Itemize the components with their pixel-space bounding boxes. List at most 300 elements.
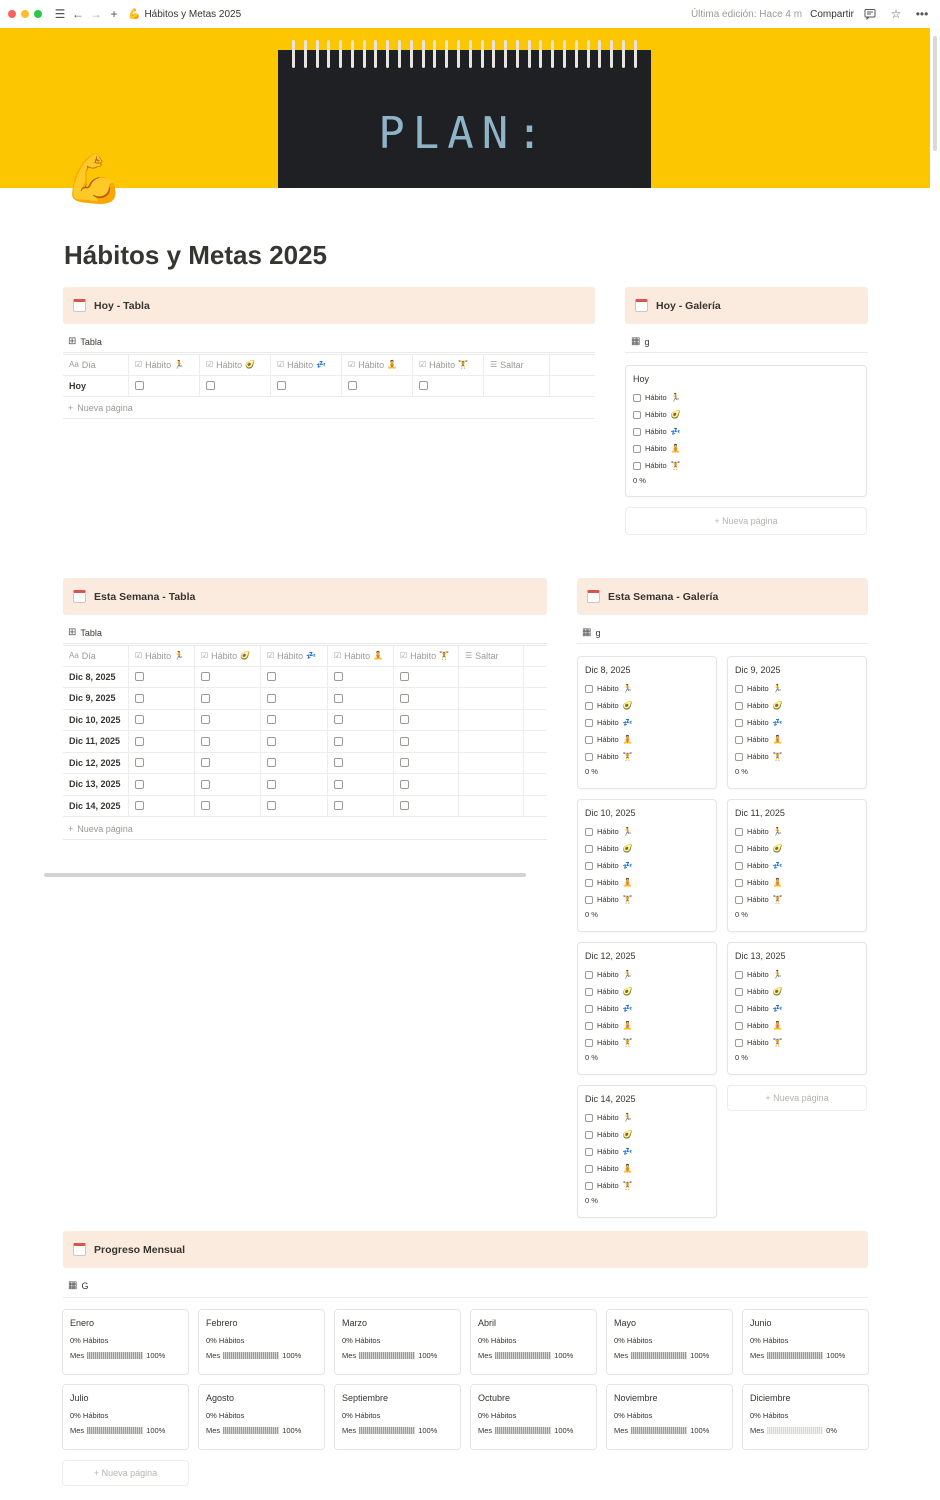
arrow-left-icon[interactable]: ← [72,7,84,21]
habit-checkbox[interactable] [585,971,593,979]
hoy-tabla-new-page[interactable] [68,403,133,413]
star-icon[interactable]: ☆ [890,7,902,21]
habit-checkbox[interactable] [334,758,343,767]
habit-item[interactable] [735,731,859,748]
habit-glyph-icon: 🥑 [240,651,251,661]
habit-item[interactable] [633,457,859,474]
habit-item[interactable] [585,731,709,748]
habit-cell[interactable] [129,376,200,397]
habit-item[interactable] [735,1017,859,1034]
habit-checkbox[interactable] [267,737,276,746]
habit-checkbox[interactable] [334,694,343,703]
habit-checkbox[interactable] [400,780,409,789]
habit-checkbox[interactable] [585,1005,593,1013]
habit-cell[interactable] [328,667,394,688]
progreso-title: Progreso Mensual [94,1243,186,1256]
table-row[interactable] [63,710,547,732]
habit-checkbox[interactable] [135,694,144,703]
habit-cell[interactable] [394,774,459,795]
habit-checkbox[interactable] [735,879,743,887]
habit-label: Hábito [597,701,619,710]
habit-checkbox[interactable] [585,719,593,727]
habit-label: Hábito [747,684,769,693]
habit-checkbox[interactable] [419,381,428,390]
table-row[interactable] [63,774,547,796]
month-progress-bar [495,1427,551,1434]
column-header[interactable] [63,355,129,375]
habit-item[interactable] [735,983,859,1000]
habit-checkbox[interactable] [135,801,144,810]
column-header[interactable] [63,646,129,666]
habit-checkbox[interactable] [135,715,144,724]
habit-cell[interactable] [484,376,550,397]
month-card[interactable] [198,1384,325,1450]
habit-cell[interactable] [129,688,195,709]
habit-label: Hábito [597,1004,619,1013]
spiral-ring [457,40,460,68]
column-header[interactable] [200,355,271,375]
habit-checkbox[interactable] [348,381,357,390]
habit-checkbox[interactable] [735,1005,743,1013]
hoy-tabla-view-tab[interactable] [68,336,102,347]
habit-cell[interactable] [129,731,195,752]
habit-checkbox[interactable] [277,381,286,390]
month-card[interactable] [334,1384,461,1450]
card-title: Dic 11, 2025 [735,808,785,818]
month-name: Diciembre [750,1393,791,1403]
habit-checkbox[interactable] [201,780,210,789]
semana-tabla-view-tab[interactable] [68,627,102,638]
column-header[interactable] [195,646,261,666]
habit-cell[interactable] [459,774,524,795]
habit-cell[interactable] [394,710,459,731]
habit-checkbox[interactable] [735,845,743,853]
habit-checkbox[interactable] [206,381,215,390]
column-header[interactable] [484,355,550,375]
column-header-label: Hábito [358,359,385,370]
habit-checkbox[interactable] [400,672,409,681]
habit-cell[interactable] [129,710,195,731]
habit-item[interactable] [585,983,709,1000]
habit-item[interactable] [585,891,709,908]
habit-checkbox[interactable] [334,715,343,724]
column-header-label: Hábito [410,650,437,661]
progreso-view-tab[interactable] [68,1280,88,1291]
habit-glyph-icon: 🏃 [622,827,633,836]
habit-item[interactable] [585,874,709,891]
habit-checkbox[interactable] [400,715,409,724]
habit-checkbox[interactable] [201,758,210,767]
semana-tabla-title: Esta Semana - Tabla [94,590,196,603]
habit-cell[interactable] [129,774,195,795]
habit-cell[interactable] [328,753,394,774]
column-header[interactable] [328,646,394,666]
day-cell[interactable]: Dic 12, 2025 [63,753,129,774]
habit-item[interactable] [735,714,859,731]
habit-item[interactable] [585,697,709,714]
row-filler [524,753,547,774]
table-row[interactable] [63,753,547,775]
column-header-label: Hábito [429,359,456,370]
gallery-card[interactable] [625,365,867,497]
habit-checkbox[interactable] [735,753,743,761]
habit-cell[interactable] [195,688,261,709]
habit-checkbox[interactable] [585,1182,593,1190]
habit-cell[interactable] [394,667,459,688]
cover-image [0,28,930,188]
habit-cell[interactable] [261,667,328,688]
new-page-label: Nueva página [722,516,778,526]
habit-item[interactable] [585,840,709,857]
habit-cell[interactable] [394,731,459,752]
habit-checkbox[interactable] [201,737,210,746]
habit-item[interactable] [585,823,709,840]
gallery-icon: ▦ [582,627,592,638]
column-header[interactable] [271,355,342,375]
habit-cell[interactable] [129,667,195,688]
habit-checkbox[interactable] [585,702,593,710]
habit-cell[interactable] [261,753,328,774]
habit-glyph-icon: 🏋 [622,752,633,761]
spiral-ring [481,40,484,68]
habit-item[interactable] [735,748,859,765]
habit-glyph-icon: 💤 [622,718,633,727]
habit-item[interactable] [585,1034,709,1051]
habit-cell[interactable] [195,796,261,817]
day-cell[interactable]: Dic 14, 2025 [63,796,129,817]
habit-item[interactable] [633,389,859,406]
habit-checkbox[interactable] [735,971,743,979]
habit-checkbox[interactable] [267,801,276,810]
habit-item[interactable] [735,857,859,874]
habit-checkbox[interactable] [735,988,743,996]
habit-checkbox[interactable] [585,1165,593,1173]
text-property-icon: Aa [69,360,79,370]
column-header-label: Hábito [145,650,172,661]
habit-checkbox[interactable] [334,737,343,746]
month-progress-percent: 100% [554,1351,574,1360]
habit-checkbox[interactable] [135,758,144,767]
habit-checkbox[interactable] [334,780,343,789]
habit-checkbox[interactable] [267,780,276,789]
habit-cell[interactable] [459,796,524,817]
habit-checkbox[interactable] [585,1131,593,1139]
habit-cell[interactable] [394,753,459,774]
column-header[interactable] [459,646,524,666]
column-header[interactable] [261,646,328,666]
habit-checkbox[interactable] [735,1022,743,1030]
habit-checkbox[interactable] [400,737,409,746]
habit-checkbox[interactable] [267,715,276,724]
habit-cell[interactable] [394,688,459,709]
day-cell[interactable]: Dic 8, 2025 [63,667,129,688]
horizontal-scrollbar[interactable] [44,873,526,877]
hoy-galeria-view-tab[interactable] [631,336,649,347]
month-progress-percent: 100% [690,1351,710,1360]
month-progress-bar [767,1427,823,1434]
habit-item[interactable] [735,966,859,983]
habit-cell[interactable] [328,688,394,709]
habit-item[interactable] [585,1017,709,1034]
habit-cell[interactable] [195,710,261,731]
habit-item[interactable] [585,748,709,765]
habit-checkbox[interactable] [135,737,144,746]
habit-checkbox[interactable] [735,736,743,744]
gallery-card[interactable] [727,799,867,932]
habit-item[interactable] [735,840,859,857]
habit-label: Hábito [747,752,769,761]
hoy-table [63,354,595,397]
month-progress-label: Mes [70,1351,85,1360]
habit-checkbox[interactable] [585,879,593,887]
habit-cell[interactable] [195,667,261,688]
habit-cell[interactable] [394,796,459,817]
habit-cell[interactable] [413,376,484,397]
habit-checkbox[interactable] [585,845,593,853]
habit-checkbox[interactable] [585,1114,593,1122]
habit-checkbox[interactable] [267,758,276,767]
gallery-card[interactable] [577,942,717,1075]
habit-checkbox[interactable] [585,988,593,996]
habit-checkbox[interactable] [135,780,144,789]
day-cell[interactable]: Hoy [63,376,129,397]
maximize-window-button[interactable] [34,10,42,18]
habit-checkbox[interactable] [585,685,593,693]
habit-checkbox[interactable] [400,801,409,810]
month-card[interactable] [606,1309,733,1375]
habit-checkbox[interactable] [585,1039,593,1047]
habit-cell[interactable] [342,376,413,397]
habit-checkbox[interactable] [400,758,409,767]
page-title[interactable]: Hábitos y Metas 2025 [64,240,328,270]
habit-item[interactable] [633,423,859,440]
day-cell[interactable]: Dic 13, 2025 [63,774,129,795]
habit-checkbox[interactable] [585,1148,593,1156]
progreso-new-page[interactable] [62,1460,189,1486]
habit-item[interactable] [585,857,709,874]
habit-item[interactable] [585,1143,709,1160]
habit-glyph-icon: 🧘 [373,651,384,661]
vertical-scrollbar[interactable] [933,36,937,151]
table-row[interactable] [63,376,595,398]
habit-checkbox[interactable] [267,672,276,681]
menu-icon[interactable]: ☰ [54,7,66,21]
month-card[interactable] [742,1309,869,1375]
habit-checkbox[interactable] [633,428,641,436]
habit-cell[interactable] [328,731,394,752]
month-card[interactable] [62,1384,189,1450]
habit-cell[interactable] [459,731,524,752]
habit-cell[interactable] [261,688,328,709]
habit-checkbox[interactable] [334,672,343,681]
month-name: Marzo [342,1318,368,1328]
habit-checkbox[interactable] [585,828,593,836]
habit-item[interactable] [585,714,709,731]
habit-item[interactable] [735,1000,859,1017]
habit-cell[interactable] [459,688,524,709]
habit-cell[interactable] [200,376,271,397]
habit-cell[interactable] [195,731,261,752]
more-icon[interactable]: ••• [915,7,929,21]
table-row[interactable] [63,688,547,710]
month-card[interactable] [470,1384,597,1450]
habit-item[interactable] [735,823,859,840]
close-window-button[interactable] [8,10,16,18]
habit-checkbox[interactable] [633,411,641,419]
habit-checkbox[interactable] [201,672,210,681]
habit-cell[interactable] [271,376,342,397]
habit-checkbox[interactable] [135,672,144,681]
habit-item[interactable] [585,966,709,983]
habit-cell[interactable] [459,710,524,731]
habit-cell[interactable] [195,753,261,774]
habit-cell[interactable] [129,753,195,774]
habit-checkbox[interactable] [735,719,743,727]
month-card[interactable] [62,1309,189,1375]
month-card[interactable] [606,1384,733,1450]
habit-item[interactable] [585,1000,709,1017]
habit-label: Hábito [597,827,619,836]
habit-cell[interactable] [328,710,394,731]
column-header-label: Saltar [475,650,499,661]
habit-cell[interactable] [129,796,195,817]
column-header[interactable] [342,355,413,375]
month-card[interactable] [742,1384,869,1450]
divider [63,418,595,419]
habit-item[interactable] [585,680,709,697]
habit-checkbox[interactable] [735,862,743,870]
comment-icon[interactable] [862,6,878,22]
habit-label: Hábito [597,1164,619,1173]
habit-checkbox[interactable] [585,862,593,870]
day-cell[interactable]: Dic 9, 2025 [63,688,129,709]
habit-checkbox[interactable] [201,694,210,703]
habit-item[interactable] [735,874,859,891]
habit-item[interactable] [633,440,859,457]
table-row[interactable] [63,731,547,753]
share-button[interactable]: Compartir [810,8,854,20]
semana-tabla-new-page[interactable] [68,824,133,834]
habit-cell[interactable] [328,774,394,795]
habit-checkbox[interactable] [633,462,641,470]
habit-cell[interactable] [261,731,328,752]
plus-icon: + [68,824,74,834]
habit-item[interactable] [735,891,859,908]
semana-galeria-new-page[interactable] [727,1085,867,1111]
habit-checkbox[interactable] [585,736,593,744]
breadcrumb[interactable] [128,9,241,20]
month-progress [206,1351,317,1360]
habit-glyph-icon: 💤 [772,1004,783,1013]
habit-item[interactable] [585,1126,709,1143]
habit-cell[interactable] [261,774,328,795]
gallery-card[interactable] [577,1085,717,1218]
spiral-ring [516,40,519,68]
habit-glyph-icon: 🏃 [772,684,783,693]
semana-galeria-view-tab[interactable] [582,627,600,638]
habit-checkbox[interactable] [585,753,593,761]
column-header[interactable] [129,646,195,666]
habit-cell[interactable] [459,667,524,688]
gallery-card[interactable] [577,656,717,789]
month-progress-label: Mes [206,1426,221,1435]
habit-checkbox[interactable] [735,685,743,693]
plus-icon[interactable]: + [110,7,118,21]
habits-percent: 0% Hábitos [70,1336,109,1345]
day-cell[interactable]: Dic 11, 2025 [63,731,129,752]
column-header[interactable] [394,646,459,666]
column-header[interactable] [129,355,200,375]
month-progress-percent: 100% [146,1426,166,1435]
checkbox-property-icon: ☑ [334,651,342,661]
habit-checkbox[interactable] [633,445,641,453]
habit-checkbox[interactable] [585,1022,593,1030]
gallery-card[interactable] [577,799,717,932]
habit-checkbox[interactable] [400,694,409,703]
habit-checkbox[interactable] [735,896,743,904]
habit-cell[interactable] [459,753,524,774]
new-page-label: Nueva página [773,1093,829,1103]
month-card[interactable] [198,1309,325,1375]
habit-cell[interactable] [261,796,328,817]
habit-checkbox[interactable] [135,381,144,390]
habit-checkbox[interactable] [585,896,593,904]
gallery-card[interactable] [727,942,867,1075]
page-icon[interactable]: 💪 [64,153,124,206]
month-progress-percent: 0% [826,1426,838,1435]
habit-checkbox[interactable] [735,828,743,836]
table-row[interactable] [63,796,547,818]
habit-item[interactable] [585,1177,709,1194]
day-cell[interactable]: Dic 10, 2025 [63,710,129,731]
habit-glyph-icon: 🏋 [622,895,633,904]
month-card[interactable] [334,1309,461,1375]
habit-checkbox[interactable] [735,1039,743,1047]
habit-cell[interactable] [328,796,394,817]
habit-item[interactable] [735,680,859,697]
minimize-window-button[interactable] [21,10,29,18]
column-header[interactable] [413,355,484,375]
month-card[interactable] [470,1309,597,1375]
habit-cell[interactable] [195,774,261,795]
habit-checkbox[interactable] [334,801,343,810]
spiral-ring [445,40,448,68]
table-row[interactable] [63,667,547,689]
habit-item[interactable] [735,697,859,714]
habit-cell[interactable] [261,710,328,731]
habit-checkbox[interactable] [267,694,276,703]
habit-checkbox[interactable] [735,702,743,710]
month-progress [478,1426,589,1435]
habit-glyph-icon: 💤 [670,427,681,436]
plus-icon: + [93,1468,102,1478]
month-progress-label: Mes [342,1426,357,1435]
habit-item[interactable] [585,1160,709,1177]
semana-table [63,645,547,817]
habit-checkbox[interactable] [201,801,210,810]
month-progress [614,1351,725,1360]
habit-item[interactable] [735,1034,859,1051]
month-name: Julio [70,1393,89,1403]
habit-item[interactable] [633,406,859,423]
arrow-right-icon[interactable]: → [90,7,102,21]
month-progress-percent: 100% [554,1426,574,1435]
habit-item[interactable] [585,1109,709,1126]
gallery-card[interactable] [727,656,867,789]
habit-checkbox[interactable] [633,394,641,402]
hoy-galeria-new-page[interactable] [625,507,867,535]
habit-checkbox[interactable] [201,715,210,724]
